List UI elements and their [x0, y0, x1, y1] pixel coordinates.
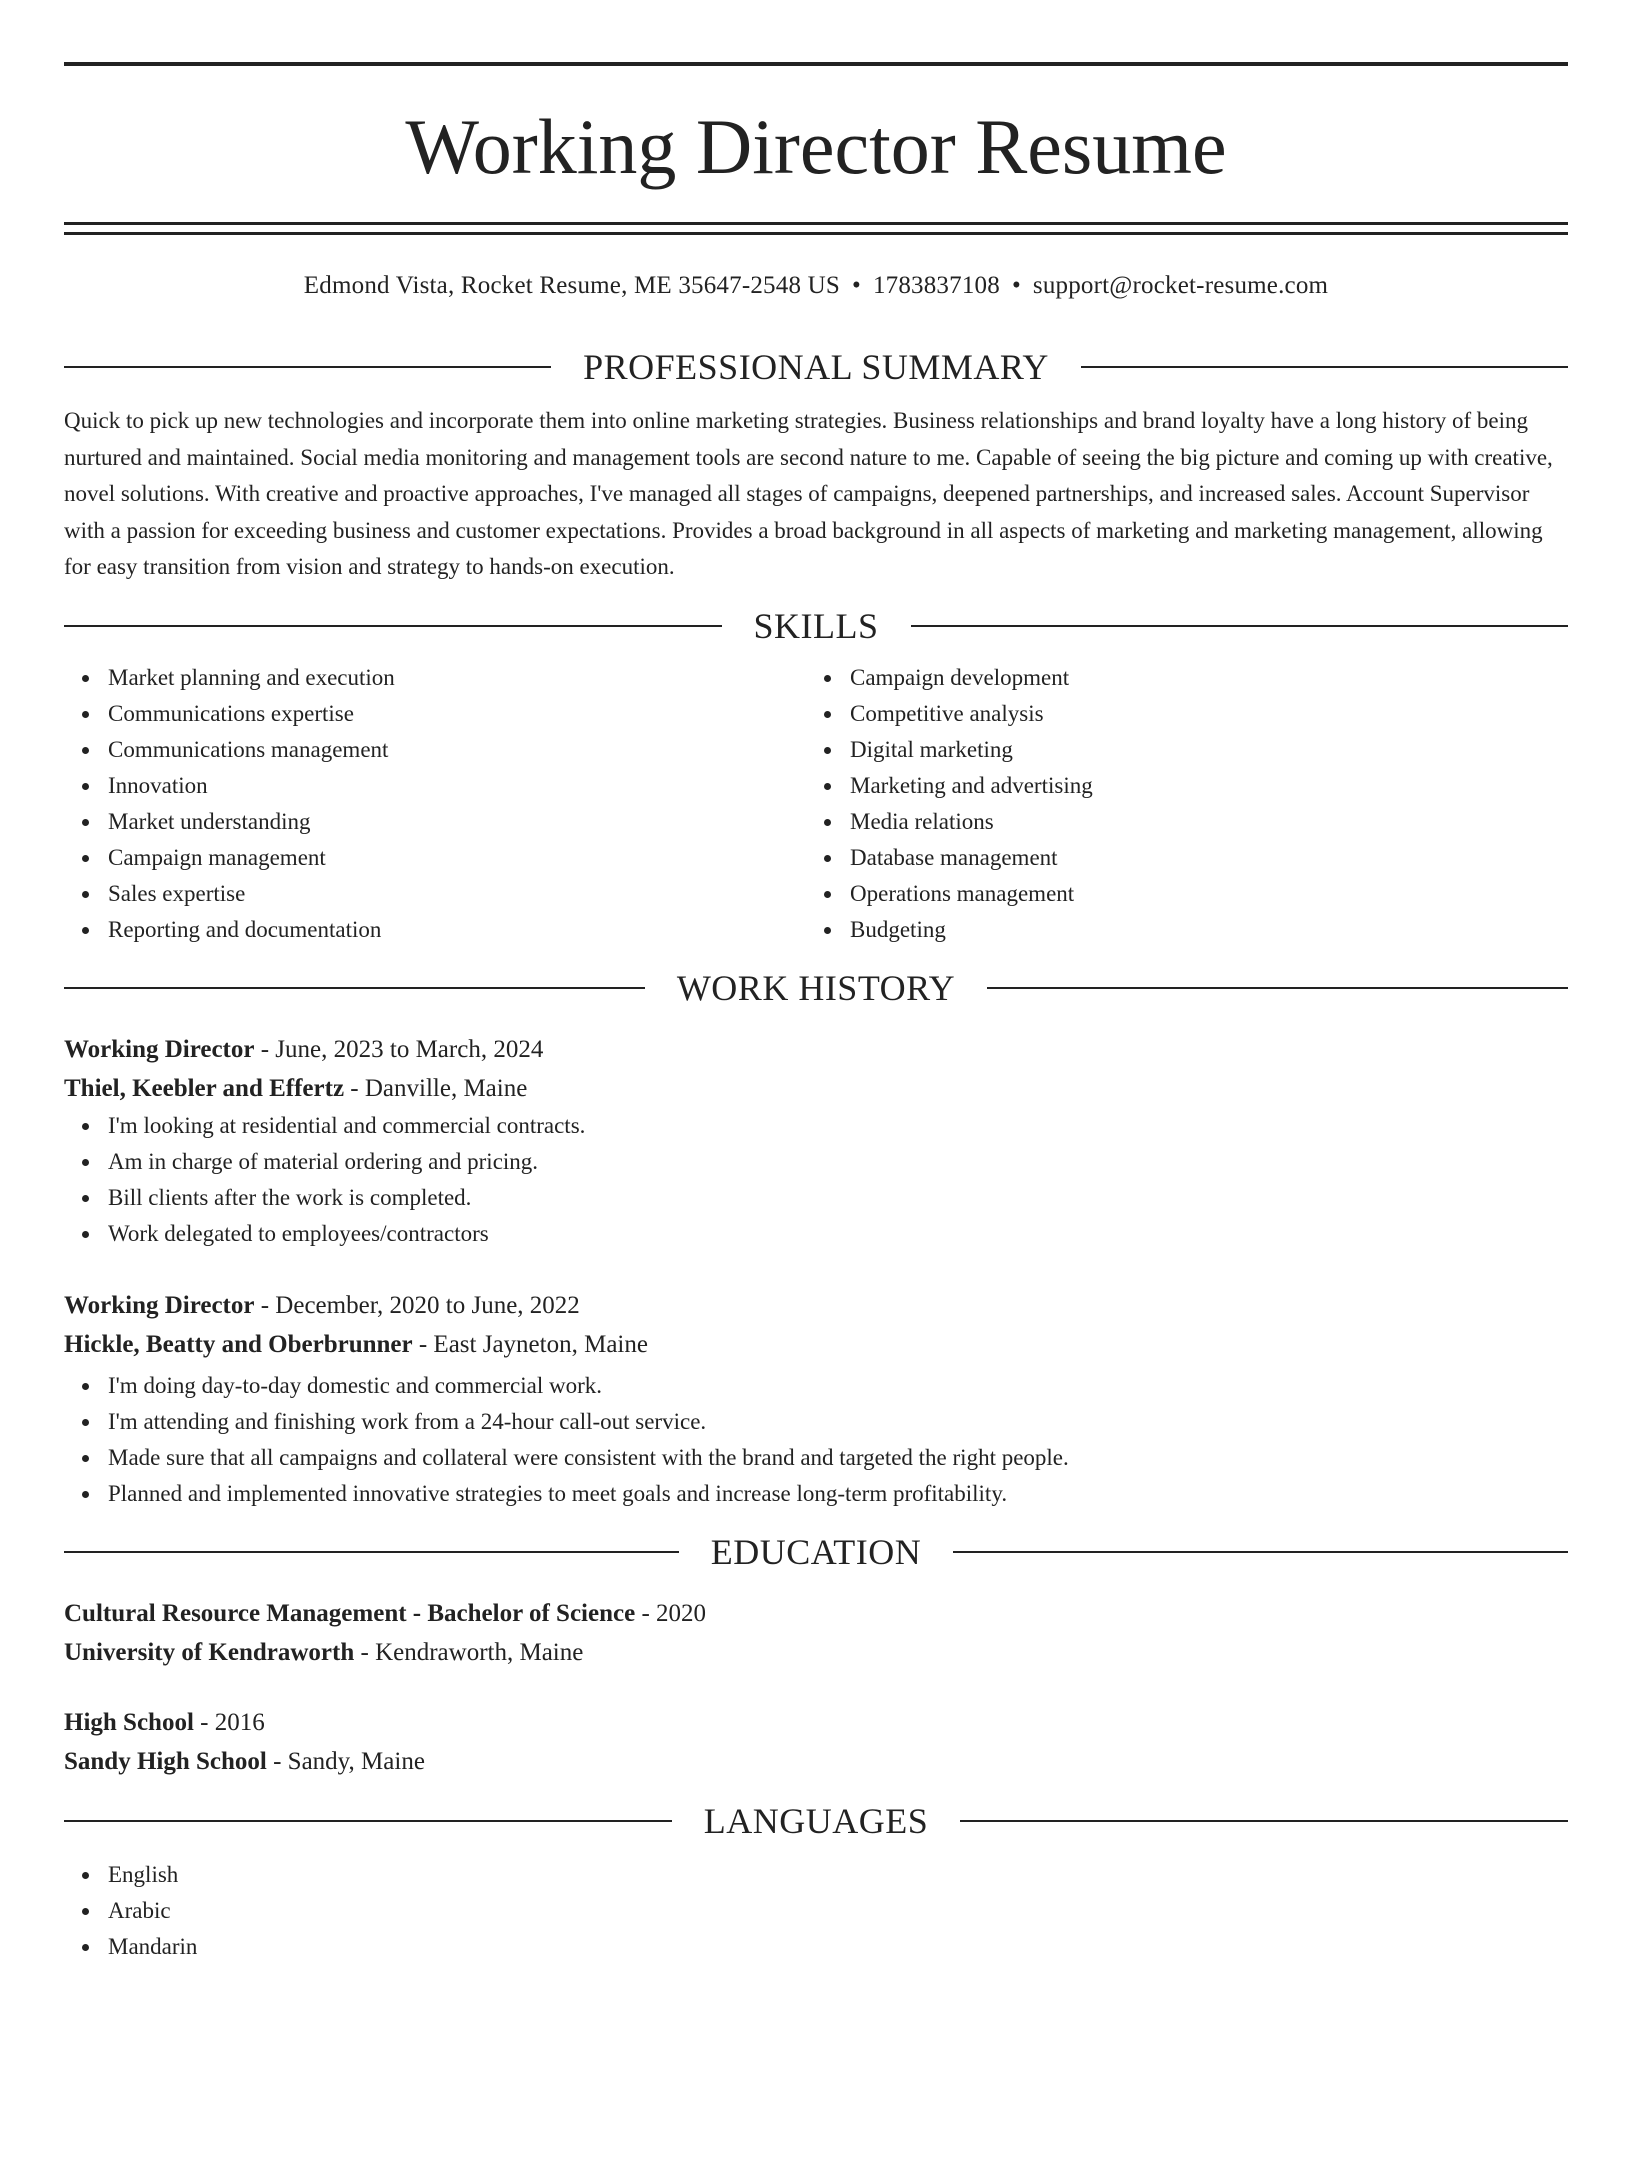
section-title: SKILLS: [753, 605, 879, 646]
skill-item: Communications expertise: [108, 696, 806, 732]
job-location: - Danville, Maine: [344, 1074, 528, 1102]
heading-rule-right: [987, 987, 1568, 989]
contact-email: support@rocket-resume.com: [1032, 272, 1329, 299]
contact-line: [64, 269, 1568, 303]
job-bullet-list: [64, 1108, 1568, 1252]
contact-address: Edmond Vista, Rocket Resume, ME 35647-2548 US: [303, 272, 840, 299]
education-school-line: [64, 1742, 1568, 1781]
education-school: Sandy High School: [64, 1747, 267, 1775]
heading-rule-left: [64, 987, 645, 989]
job-location: - East Jayneton, Maine: [412, 1330, 648, 1358]
skill-item: Innovation: [108, 768, 806, 804]
skills-list: [64, 660, 1568, 948]
heading-rule-left: [64, 1551, 679, 1553]
job-title: Working Director: [64, 1291, 255, 1319]
heading-rule-left: [64, 366, 551, 368]
skill-item: Market understanding: [108, 804, 806, 840]
languages-list: [64, 1857, 1568, 1965]
section-title: LANGUAGES: [703, 1800, 929, 1841]
resume-title: Working Director Resume: [405, 103, 1227, 190]
job-title-line: [64, 1030, 1568, 1069]
skill-item: Operations management: [850, 876, 1548, 912]
job-bullet: I'm looking at residential and commercial contracts.: [108, 1108, 1568, 1144]
job-bullet: Am in charge of material ordering and pricing.: [108, 1144, 1568, 1180]
section-title: PROFESSIONAL SUMMARY: [583, 347, 1049, 387]
skill-item: Communications management: [108, 732, 806, 768]
title-double-rule: [64, 222, 1568, 235]
education-year: - 2016: [193, 1708, 265, 1736]
language-item: Arabic: [108, 1893, 1568, 1929]
job-dates: - December, 2020 to June, 2022: [254, 1291, 580, 1319]
job-company: Hickle, Beatty and Oberbrunner: [64, 1330, 413, 1358]
job-company: Thiel, Keebler and Effertz: [64, 1074, 345, 1102]
skill-item: Competitive analysis: [850, 696, 1548, 732]
section-heading-education: [64, 1532, 1568, 1572]
job-bullet: I'm attending and finishing work from a 24-hour call-out service.: [108, 1404, 1568, 1440]
heading-rule-left: [64, 1820, 672, 1822]
job-dates: - June, 2023 to March, 2024: [254, 1035, 544, 1063]
skills-column-right: [806, 660, 1548, 948]
education-degree: High School: [64, 1708, 194, 1736]
skill-item: Market planning and execution: [108, 660, 806, 696]
job-entry: [64, 1030, 1568, 1252]
job-company-line: [64, 1325, 1568, 1364]
job-title: Working Director: [64, 1035, 255, 1063]
section-heading-languages: [64, 1801, 1568, 1841]
heading-rule-right: [1081, 366, 1568, 368]
section-title: EDUCATION: [710, 1531, 922, 1572]
education-school-line: [64, 1633, 1568, 1672]
job-bullet-list: [64, 1368, 1568, 1512]
resume-page: [0, 62, 1632, 2174]
skill-item: Database management: [850, 840, 1548, 876]
skill-item: Marketing and advertising: [850, 768, 1548, 804]
skill-item: Sales expertise: [108, 876, 806, 912]
skill-item: Campaign development: [850, 660, 1548, 696]
skill-item: Budgeting: [850, 912, 1548, 948]
contact-phone: 1783837108: [872, 272, 1000, 299]
skill-item: Campaign management: [108, 840, 806, 876]
skill-item: Digital marketing: [850, 732, 1548, 768]
skill-item: Media relations: [850, 804, 1548, 840]
section-heading-skills: [64, 606, 1568, 646]
education-year: - 2020: [635, 1599, 707, 1627]
skill-item: Reporting and documentation: [108, 912, 806, 948]
section-heading-summary: [64, 347, 1568, 387]
section-title: WORK HISTORY: [676, 967, 956, 1008]
education-location: - Kendraworth, Maine: [354, 1638, 584, 1666]
heading-rule-right: [953, 1551, 1568, 1553]
language-item: Mandarin: [108, 1929, 1568, 1965]
job-bullet: Work delegated to employees/contractors: [108, 1216, 1568, 1252]
language-item: English: [108, 1857, 1568, 1893]
job-title-line: [64, 1286, 1568, 1325]
education-degree: Cultural Resource Management - Bachelor of Science: [64, 1599, 636, 1627]
contact-separator: •: [851, 272, 861, 299]
section-heading-work-history: [64, 968, 1568, 1008]
job-company-line: [64, 1069, 1568, 1108]
heading-rule-left: [64, 625, 722, 627]
job-bullet: I'm doing day-to-day domestic and commercial work.: [108, 1368, 1568, 1404]
education-degree-line: [64, 1703, 1568, 1742]
summary-text: Quick to pick up new technologies and incorporate them into online marketing strategies. Business relationships and brand loyalty have a long history of being nurtured and maintained. Social media monitoring and management tools are second nature to me. Capable of seeing the big picture and coming up with creative, novel solutions. With creative and proactive approaches, I've managed all stages of campaigns, deepened partnerships, and increased sales. Account Supervisor with a passion for exceeding business and customer expectations. Provides a broad background in all aspects of marketing and marketing management, allowing for easy transition from vision and strategy to hands-on execution.: [64, 408, 1553, 579]
job-bullet: Made sure that all campaigns and collateral were consistent with the brand and targeted the right people.: [108, 1440, 1568, 1476]
heading-rule-right: [911, 625, 1569, 627]
job-entry: [64, 1286, 1568, 1512]
skills-column-left: [64, 660, 806, 948]
job-bullet: Bill clients after the work is completed.: [108, 1180, 1568, 1216]
education-entry: [64, 1703, 1568, 1781]
education-entry: [64, 1594, 1568, 1672]
top-rule: [64, 62, 1568, 66]
heading-rule-right: [960, 1820, 1568, 1822]
education-degree-line: [64, 1594, 1568, 1633]
education-school: University of Kendraworth: [64, 1638, 355, 1666]
education-location: - Sandy, Maine: [266, 1747, 425, 1775]
job-bullet: Planned and implemented innovative strategies to meet goals and increase long-term profitability.: [108, 1476, 1568, 1512]
contact-separator: •: [1011, 272, 1021, 299]
